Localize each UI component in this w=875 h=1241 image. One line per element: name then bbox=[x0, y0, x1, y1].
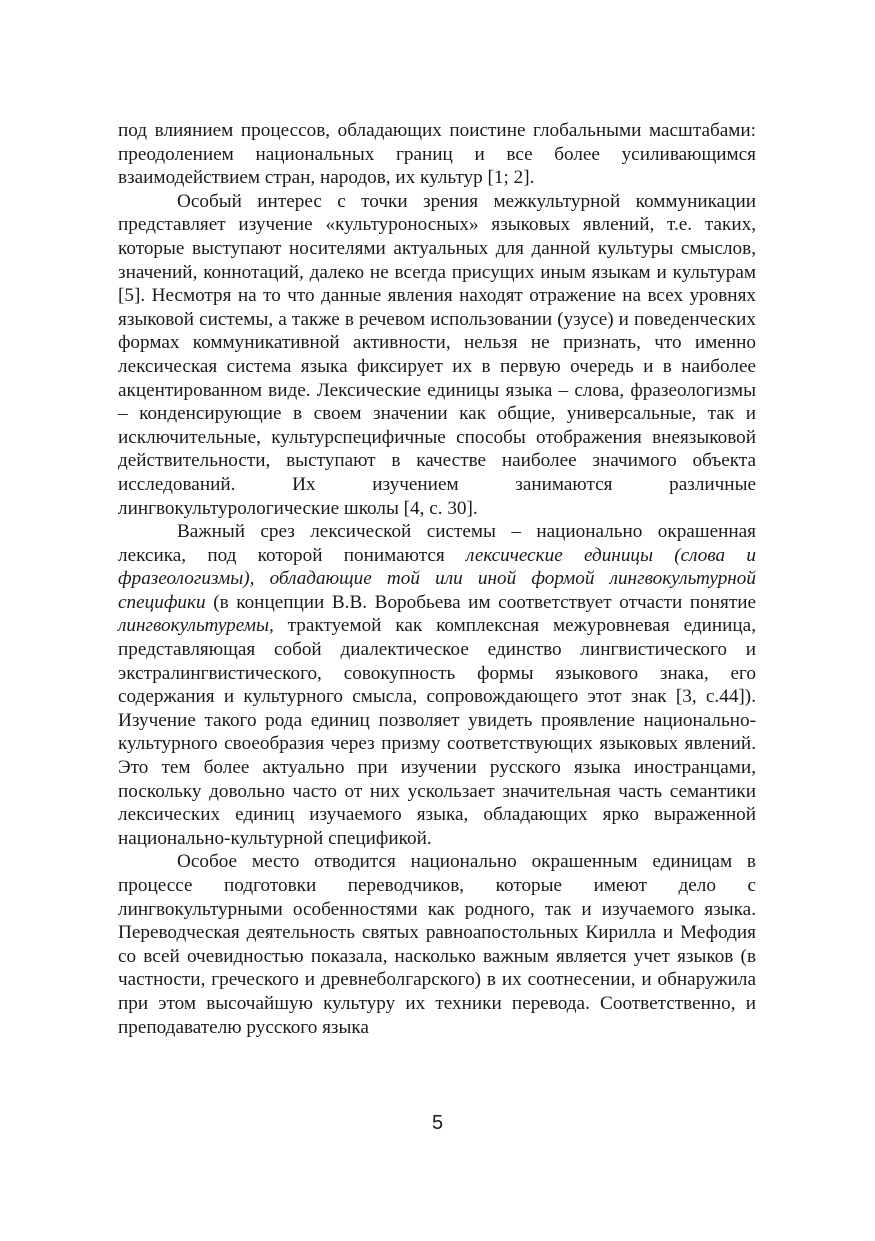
paragraph-4: Особое место отводится национально окрашенным единицам в процессе подготовки переводчиков, которые имеют дело с лингвокультурными особенностями как родного, так и изучаемого языка. Переводческая деятельность святых равноапостольных Кирилла и Мефодия со всей очевидностью показала, насколько важным является учет языков (в частности, греческого и древнеболгарского) в их соотнесении, и обнаружила при этом высочайшую культуру их техники перевода. Соответственно, и преподавателю русского языка bbox=[118, 851, 756, 1038]
paragraph-3-part-1: Важный срез лексической системы – национально окрашенная лексика, под которой понимаются bbox=[118, 521, 756, 566]
paragraph-2: Особый интерес с точки зрения межкультурной коммуникации представляет изучение «культуроносных» языковых явлений, т.е. таких, которые выступают носителями актуальных для данной культуры смыслов, значений, коннотаций, далеко не всегда присущих иным языкам и культурам [5]. Несмотря на то что данные явления находят отражение на всех уровнях языковой системы, а также в речевом использовании (узусе) и поведенческих формах коммуникативной активности, нельзя не признать, что именно лексическая система языка фиксирует их в первую очередь и в наиболее акцентированном виде. Лексические единицы языка – слова, фразеологизмы – конденсирующие в своем значении как общие, универсальные, так и исключительные, культурспецифичные способы отображения внеязыковой действительности, выступают в качестве наиболее значимого объекта исследований. Их изучением занимаются различные лингвокультурологические школы [4, с. 30]. bbox=[118, 190, 756, 519]
body-text bbox=[118, 119, 756, 1039]
paragraph-1: под влиянием процессов, обладающих поистине глобальными масштабами: преодолением национальных границ и все более усиливающимся взаимодействием стран, народов, их культур [1; 2]. bbox=[118, 120, 756, 189]
paragraph-3-italic-term: лингвокультуремы, bbox=[118, 615, 274, 637]
paragraph-3 bbox=[118, 520, 756, 850]
paragraph-3-part-2: (в концепции В.В. Воробьева им соответствует отчасти понятие bbox=[205, 591, 756, 613]
paragraph-3-italic-definition: лексические единицы (слова и фразеологизмы), обладающие той или иной формой лингвокультурной специфики bbox=[118, 544, 756, 613]
page-number: 5 bbox=[431, 1112, 444, 1134]
paragraph-3-part-3: трактуемой как комплексная межуровневая единица, представляющая собой диалектическое единство лингвистического и экстралингвистического, совокупность формы языкового знака, его содержания и культурного смысла, сопровождающего этот знак [3, с.44]). Изучение такого рода единиц позволяет увидеть проявление национально-культурного своеобразия через призму соответствующих языковых явлений. Это тем более актуально при изучении русского языка иностранцами, поскольку довольно часто от них ускользает значительная часть семантики лексических единиц изучаемого языка, обладающих ярко выраженной национально-культурной спецификой. bbox=[118, 615, 756, 849]
